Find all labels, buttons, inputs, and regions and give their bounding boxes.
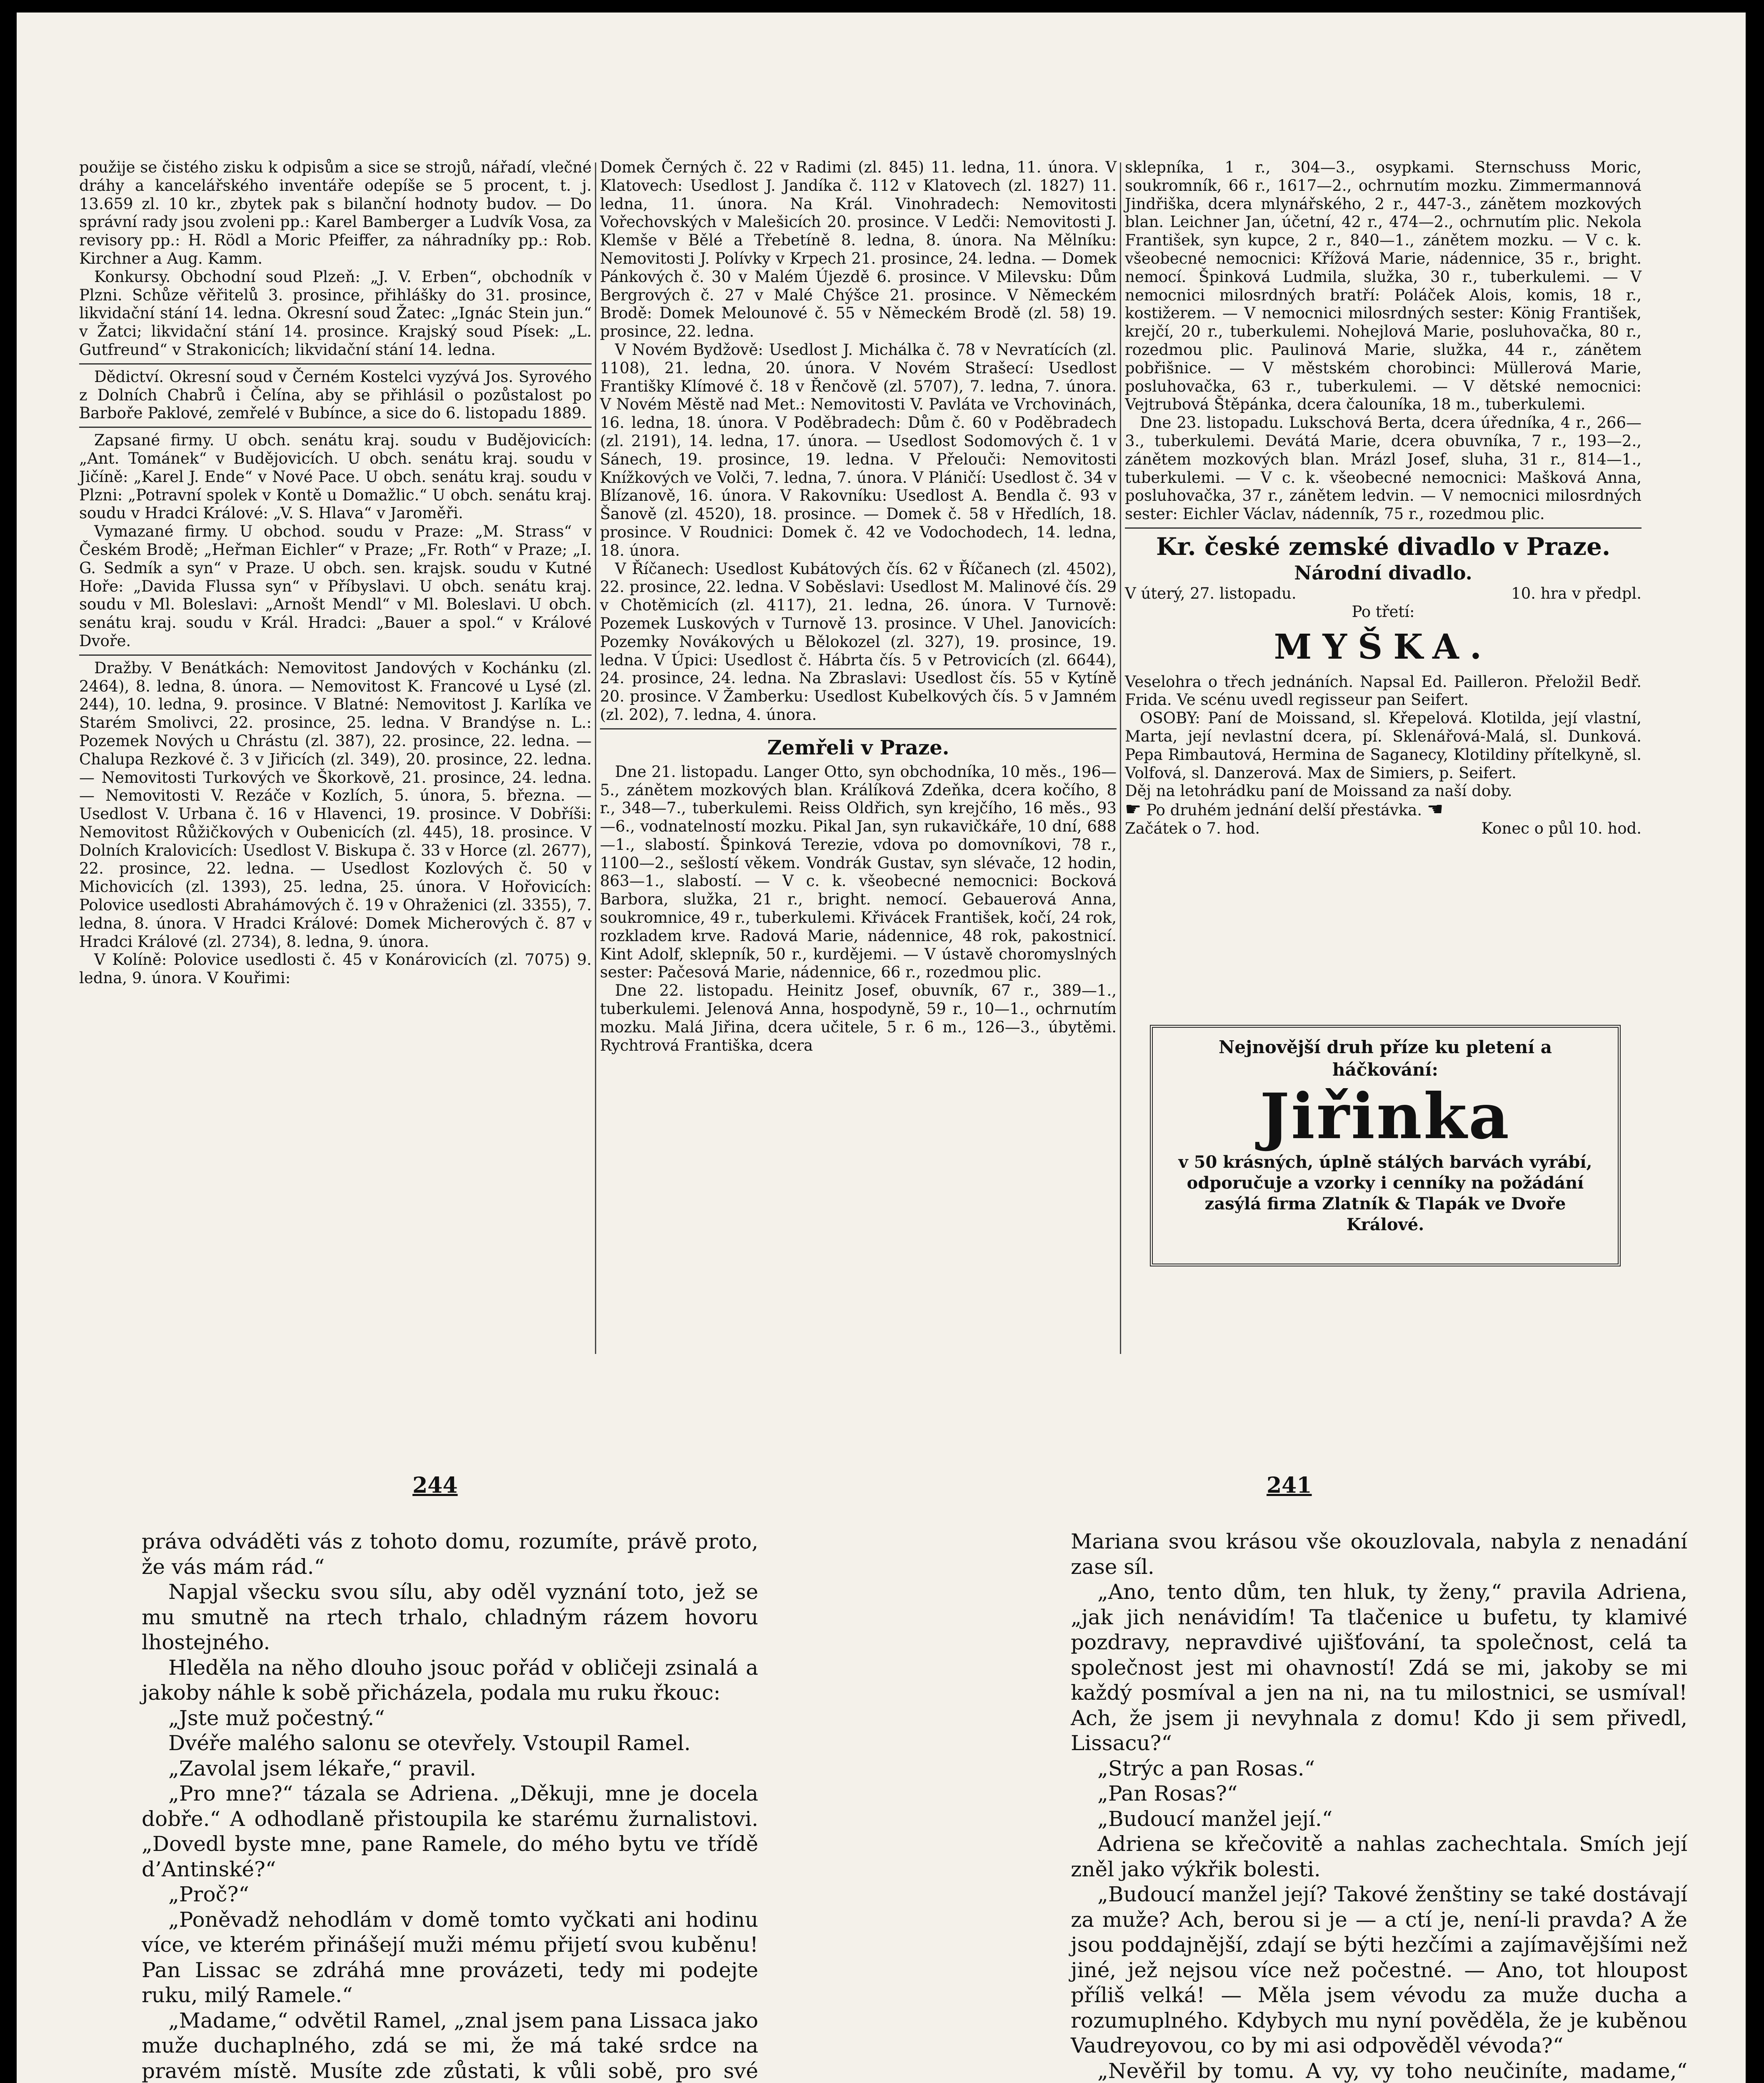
novel-page-right (1071, 1529, 1687, 2083)
novel-paragraph: Hleděla na něho dlouho jsouc pořád v obličeji zsinalá a jakoby náhle k sobě přicházela, podala mu ruku řkouc: (142, 1655, 758, 1705)
deaths-paragraph: Dne 22. listopadu. Heinitz Josef, obuvník, 67 r., 389—1., tuberkulemi. Jelenová Anna, hospodyně, 59 r., 10—1., ochrnutím mozku. Malá Jiřina, dcera učitele, 5 r. 6 m., 126—3., úbytěmi. Rychtrová Františka, dcera (600, 982, 1117, 1054)
deaths-paragraph: sklepníka, 1 r., 304—3., osypkami. Sternschuss Moric, soukromník, 66 r., 1617—2., ochrnutím mozku. Zimmermannová Jindřiška, dcera mlynářského, 2 r., 447-3., zánětem mozkových blan. Leichner Jan, účetní, 42 r., 474—2., ochrnutím plic. Nekola František, syn kupce, 2 r., 840—1., zánětem mozku. — V c. k. všeobecné nemocnici: Křížová Marie, nádennice, 35 r., bright. nemocí. Špinková Ludmila, služka, 30 r., tuberkulemi. — V nemocnici milosrdných bratří: Poláček Alois, komis, 18 r., kostižerem. — V nemocnici milosrdných sester: König František, krejčí, 20 r., tuberkulemi. Nohejlová Marie, posluhovačka, 80 r., rozedmou plic. Paulinová Marie, služka, 44 r., zánětem pobřišnice. — V městském chorobinci: Müllerová Marie, posluhovačka, 63 r., tuberkulemi. — V dětské nemocnici: Vejtrubová Štěpánka, dcera čalouníka, 18 m., tuberkulemi. (1125, 158, 1642, 414)
novel-page-left (142, 1529, 758, 2083)
theatre-title: Kr. české zemské divadlo v Praze. (1156, 532, 1611, 561)
divider (79, 363, 592, 365)
auctions-paragraph: Domek Černých č. 22 v Radimi (zl. 845) 11. ledna, 11. února. V Klatovech: Usedlost J. Jandíka č. 112 v Klatovech (zl. 1827) 11. ledna, 11. února. Na Král. Vinohradech: Nemovitosti Vořechovských v Malešicích 20. prosince. V Ledči: Nemovitosti J. Klemše v Bělé a Třebetíně 8. ledna, 8. února. Na Mělníku: Nemovitosti J. Polívky v Krpech 21. prosince, 24. ledna. — Domek Pánkových č. 30 v Malém Újezdě 6. prosince. V Milevsku: Dům Bergrových č. 27 v Malé Chýšce 21. prosince. V Německém Brodě: Domek Melounové č. 55 v Německém Brodě (zl. 58) 19. prosince, 22. ledna. (600, 158, 1117, 341)
divider (79, 654, 592, 656)
novel-paragraph: „Strýc a pan Rosas.“ (1097, 1756, 1315, 1781)
deaths-paragraph: Dne 21. listopadu. Langer Otto, syn obchodníka, 10 měs., 196—5., zánětem mozkových blan. Králíková Zdeňka, dcera kočího, 8 r., 348—7., tuberkulemi. Reiss Oldřich, syn krejčího, 16 měs., 93—6., vodnatelností mozku. Pikal Jan, syn rukavičkáře, 10 dní, 688—1., slabostí. Špinková Terezie, vdova po domovníkovi, 78 r., 1100—2., sešlostí věkem. Vondrák Gustav, syn slévače, 12 hodin, 863—1., slabostí. — V c. k. všeobecné nemocnici: Bocková Barbora, služka, 21 r., bright. nemocí. Gebauerová Anna, soukromnice, 49 r., tuberkulemi. Křivácek František, kočí, 24 rok, rozkladem krve. Radová Marie, nádennice, 48 rok, pakostnicí. Kint Adolf, sklepník, 50 r., kurdějemi. — V ústavě choromyslných sester: Pačesová Marie, nádennice, 66 r., rozedmou plic. (600, 762, 1117, 982)
deleted-firms-paragraph: Vymazané firmy. U obchod. soudu v Praze: „M. Strass“ v Českém Brodě; „Heřman Eichler“ v Praze; „Fr. Roth“ v Praze; „I. G. Sedmík a syn“ v Praze. U obch. sen. krajsk. soudu v Kutné Hoře: „Davida Flussa syn“ v Příbyslavi. U obch. senátu kraj. soudu v Ml. Boleslavi: „Arnošt Mendl“ v Ml. Boleslavi. U obch. senátu kraj. soudu v Král. Hradci: „Bauer a spol.“ v Králové Dvoře. (79, 522, 592, 650)
performance-date-row (1125, 584, 1642, 603)
performance-date: V úterý, 27. listopadu. (1125, 584, 1297, 602)
play-setting: Děj na letohrádku paní de Moissand za naší doby. (1125, 782, 1512, 800)
auctions-paragraph: V Říčanech: Usedlost Kubátových čís. 62 v Říčanech (zl. 4502), 22. prosince, 22. ledna. V Soběslavi: Usedlost M. Malinové čís. 29 v Chotěmicích (zl. 4117), 21. ledna, 26. února. V Turnově: Pozemek Luskových v Turnově 13. prosince. V Uhel. Janovicích: Pozemky Novákových u Bělokozel (zl. 327), 19. prosince, 19. ledna. V Úpici: Usedlost č. Hábrta čís. 5 v Petrovicích (zl. 6644), 24. prosince, 24. ledna. Na Zbraslavi: Usedlost čís. 55 v Kytíně 20. prosince. V Žamberku: Usedlost Kubelkových čís. 5 v Jamném (zl. 202), 7. ledna, 4. února. (600, 559, 1117, 724)
ad-lead-text: Nejnovější druh příze ku pletení a háčkování: (1219, 1037, 1552, 1080)
advertisement-box (1150, 1025, 1621, 1266)
intermission-note (1125, 800, 1642, 819)
column-middle (600, 158, 1117, 1354)
bankruptcies-paragraph: Konkursy. Obchodní soud Plzeň: „J. V. Erben“, obchodník v Plzni. Schůze věřitelů 3. prosince, přihlášky do 31. prosince, likvidační stání 14. ledna. Okresní soud Žatec: „Ignác Stein jun.“ v Žatci; likvidační stání 14. prosince. Krajský soud Písek: „L. Gutfreund“ v Strakonicích; likvidační stání 14. ledna. (79, 267, 592, 359)
showtime-row (1125, 819, 1642, 838)
play-description: Veselohra o třech jednáních. Napsal Ed. Pailleron. Přeložil Bedř. Frida. Ve scénu uvedl regisseur pan Seifert. (1125, 672, 1642, 709)
page-number-left: 244 (412, 1473, 458, 1498)
advertisement-content (1169, 1036, 1601, 1255)
newspaper-page (17, 12, 1746, 2083)
novel-paragraph: „Pro mne?“ tázala se Adriena. „Děkuji, mne je docela dobře.“ A odhodlaně přistoupila ke starému žurnalistovi. „Dovedl byste mne, pane Ramele, do mého bytu ve třídě d’Antinské?“ (142, 1781, 758, 1881)
novel-paragraph: Dvéře malého salonu se otevřely. Vstoupil Ramel. (168, 1731, 691, 1755)
novel-paragraph: „Poněvadž nehodlám v domě tomto vyčkati ani hodinu více, ve kterém přinášejí muži mému přijetí svou kuběnu! Pan Lissac se zdráhá mne provázeti, tedy mi podejte ruku, milý Ramele.“ (142, 1907, 758, 2007)
auctions-paragraph: V Novém Bydžově: Usedlost J. Michálka č. 78 v Nevratících (zl. 1108), 21. ledna, 20. února. V Novém Strašecí: Usedlost Františky Klímové č. 18 v Řenčově (zl. 5707), 7. ledna, 7. února. V Novém Městě nad Met.: Nemovitosti V. Pavláta ve Vrchovinách, 16. ledna, 18. února. V Poděbradech: Dům č. 60 v Poděbradech (zl. 2191), 14. ledna, 17. února. — Usedlost Sodomových č. 1 v Sánech, 19. prosince, 19. ledna. V Přelouči: Nemovitosti Knížkových ve Volči, 7. ledna, 7. února. V Pláničí: Usedlost č. 34 v Blízanově, 16. února. V Rakovníku: Usedlost A. Bendla č. 93 v Šanově (zl. 4520), 18. prosince. — Domek č. 58 v Hředlích, 18. prosince. V Roudnici: Domek č. 42 ve Vodochodech, 14. ledna, 18. února. (600, 340, 1117, 559)
theatre-subtitle: Národní divadlo. (1294, 561, 1472, 584)
novel-paragraph: „Zavolal jsem lékaře,“ pravil. (168, 1756, 476, 1781)
novel-paragraph: „Ano, tento dům, ten hluk, ty ženy,“ pravila Adriena, „jak jich nenávidím! Ta tlačenice u bufetu, ty klamivé pozdravy, nepravdivé ujišťování, ta společnost, celá ta společnost jest mi ohavností! Zdá se mi, jakoby se mi každý posmíval a jen na ni, na tu milostnici, se usmíval! Ach, že jsem ji nevyhnala z domu! Kdo ji sem přivedl, Lissacu?“ (1071, 1580, 1687, 1755)
divider (600, 728, 1117, 729)
deaths-paragraph: Dne 23. listopadu. Lukschová Berta, dcera úředníka, 4 r., 266—3., tuberkulemi. Devátá Marie, dcera obuvníka, 7 r., 193—2., zánětem mozkových blan. Mrázl Josef, sluha, 31 r., 814—1., tuberkulemi. — V c. k. všeobecné nemocnici: Mašková Anna, posluhovačka, 37 r., zánětem ledvin. — V nemocnici milosrdných sester: Eichler Václav, nádenník, 75 r., rozedmou plic. (1125, 414, 1642, 523)
company-report-paragraph: použije se čistého zisku k odpisům a sice se strojů, nářadí, vlečné dráhy a kancelářského inventáře odepíše se 5 procent, t. j. 13.659 zl. 10 kr., zbytek pak s bilanční hodnoty budov. — Do správní rady jsou zvoleni pp.: Karel Bamberger a Ludvík Vosa, za revisory pp.: H. Rödl a Moric Pfeiffer, za náhradníky pp.: Rob. Kirchner a Aug. Kamm. (79, 158, 592, 267)
novel-paragraph: „Budoucí manžel její.“ (1097, 1806, 1333, 1831)
page-number-right: 241 (1267, 1473, 1312, 1498)
auctions-paragraph-cont: V Kolíně: Polovice usedlosti č. 45 v Konárovicích (zl. 7075) 9. ledna, 9. února. V Kouřimi: (79, 951, 592, 987)
inheritance-paragraph: Dědictví. Okresní soud v Černém Kostelci vyzývá Jos. Syrového z Dolních Chabrů i Čelína, aby se přihlásil o pozůstalost po Barboře Paklové, zemřelé v Bubínce, a sice do 6. listopadu 1889. (79, 367, 592, 422)
column-right (1125, 158, 1642, 837)
divider (79, 427, 592, 428)
start-time: Začátek o 7. hod. (1125, 819, 1260, 837)
novel-paragraph: „Nevěřil by tomu. A vy, vy toho neučiníte, madame,“ (1097, 2058, 1687, 2083)
novel-paragraph: Adriena se křečovitě a nahlas zachechtala. Smích její zněl jako výkřik bolesti. (1071, 1832, 1687, 1881)
ad-body-text: v 50 krásných, úplně stálých barvách vyrábí, odporučuje a vzorky i cenníky na požádání zasýlá firma Zlatník & Tlapák ve Dvoře Králové. (1178, 1152, 1592, 1234)
deaths-heading: Zemřeli v Praze. (767, 736, 949, 759)
novel-paragraph: „Madame,“ odvětil Ramel, „znal jsem pana Lissaca jako muže duchaplného, zdá se mi, že má také srdce na pravém místě. Musíte zde zůstati, k vůli sobě, pro své (142, 2008, 758, 2083)
play-title: MYŠKA. (1274, 627, 1493, 667)
ad-brand-name: Jiřinka (1259, 1080, 1511, 1153)
novel-paragraph: „Budoucí manžel její? Takové ženštiny se také dostávají za muže? Ach, berou si je — a ctí je, není-li pravda? A že jsou poddajnější, zdají se býti hezčími a zajímavějšími než jiné, jež nejsou více než počestné. — Ano, tot hloupost příliš velká! — Měla jsem vévodu za muže ducha a rozumuplného. Kdybych mu nyní pověděla, že je kuběnou Vaudreyovou, co by mi asi odpověděl vévoda?“ (1071, 1882, 1687, 2058)
divider (1125, 527, 1642, 529)
novel-paragraph: „Pan Rosas?“ (1097, 1781, 1238, 1806)
repeat-note: Po třetí: (1352, 602, 1415, 621)
column-rule (595, 162, 596, 1354)
intermission-text: Po druhém jednání delší přestávka. (1146, 801, 1422, 819)
novel-paragraph: práva odváděti vás z tohoto domu, rozumíte, právě proto, že vás mám rád.“ (142, 1529, 758, 1579)
subscription-note: 10. hra v předpl. (1511, 584, 1642, 602)
pointing-hand-icon: ☛ (1125, 799, 1142, 820)
novel-paragraph: „Jste muž počestný.“ (168, 1706, 385, 1730)
pointing-hand-icon: ☚ (1427, 799, 1444, 820)
auctions-paragraph: Dražby. V Benátkách: Nemovitost Jandových v Kochánku (zl. 2464), 8. ledna, 8. února. — Nemovitost K. Francové u Lysé (zl. 244), 10. ledna, 9. prosince. V Blatné: Nemovitost J. Karlíka ve Starém Smolivci, 22. prosince, 25. ledna. V Brandýse n. L.: Pozemek Nových u Chrástu (zl. 387), 22. prosince, 22. ledna. — Chalupa Rezkové č. 3 v Jiřicích (zl. 349), 20. prosince, 22. ledna. — Nemovitosti Turkových ve Škorkově, 21. prosince, 24. ledna. — Nemovitosti V. Rezáče v Kozlích, 5. února, 5. března. — Usedlost V. Urbana č. 16 v Hlavenci, 19. prosince. V Dobříši: Nemovitost Růžičkových v Oubenicích (zl. 445), 18. prosince. V Dolních Kralovicích: Usedlost V. Biskupa č. 33 v Horce (zl. 2677), 22. prosince, 22. ledna. — Usedlost Kozlových č. 50 v Michovicích (zl. 1393), 25. ledna, 25. února. V Hořovicích: Polovice usedlosti Abrahámových č. 19 v Ohraženici (zl. 3355), 7. ledna, 8. února. V Hradci Králové: Domek Micherových č. 87 v Hradci Králové (zl. 2734), 8. ledna, 9. února. (79, 659, 592, 951)
novel-paragraph: Napjal všecku svou sílu, aby oděl vyznání toto, jež se mu smutně na rtech trhalo, chladným rázem hovoru lhostejného. (142, 1580, 758, 1654)
column-rule (1120, 162, 1121, 1354)
novel-paragraph: „Proč?“ (168, 1882, 249, 1906)
cast-list: OSOBY: Paní de Moissand, sl. Křepelová. Klotilda, její vlastní, Marta, její nevlastní dcera, pí. Sklenářová-Malá, sl. Dunková. Pepa Rimbautová, Hermina de Saganecy, Klotildiny přítelkyně, sl. Volfová, sl. Danzerová. Max de Simiers, p. Seifert. (1125, 709, 1642, 782)
registered-firms-paragraph: Zapsané firmy. U obch. senátu kraj. soudu v Budějovicích: „Ant. Tománek“ v Budějovicích. U obch. senátu kraj. soudu v Jičíně: „Karel J. Ende“ v Nové Pace. U obch. senátu kraj. soudu v Plzni: „Potravní spolek v Kontě u Domažlic.“ U obch. senátu kraj. soudu v Hradci Králové: „V. S. Hlava“ v Jaroměři. (79, 431, 592, 522)
column-left (79, 158, 592, 1354)
novel-paragraph: Mariana svou krásou vše okouzlovala, nabyla z nenadání zase síl. (1071, 1529, 1687, 1579)
end-time: Konec o půl 10. hod. (1481, 819, 1642, 837)
